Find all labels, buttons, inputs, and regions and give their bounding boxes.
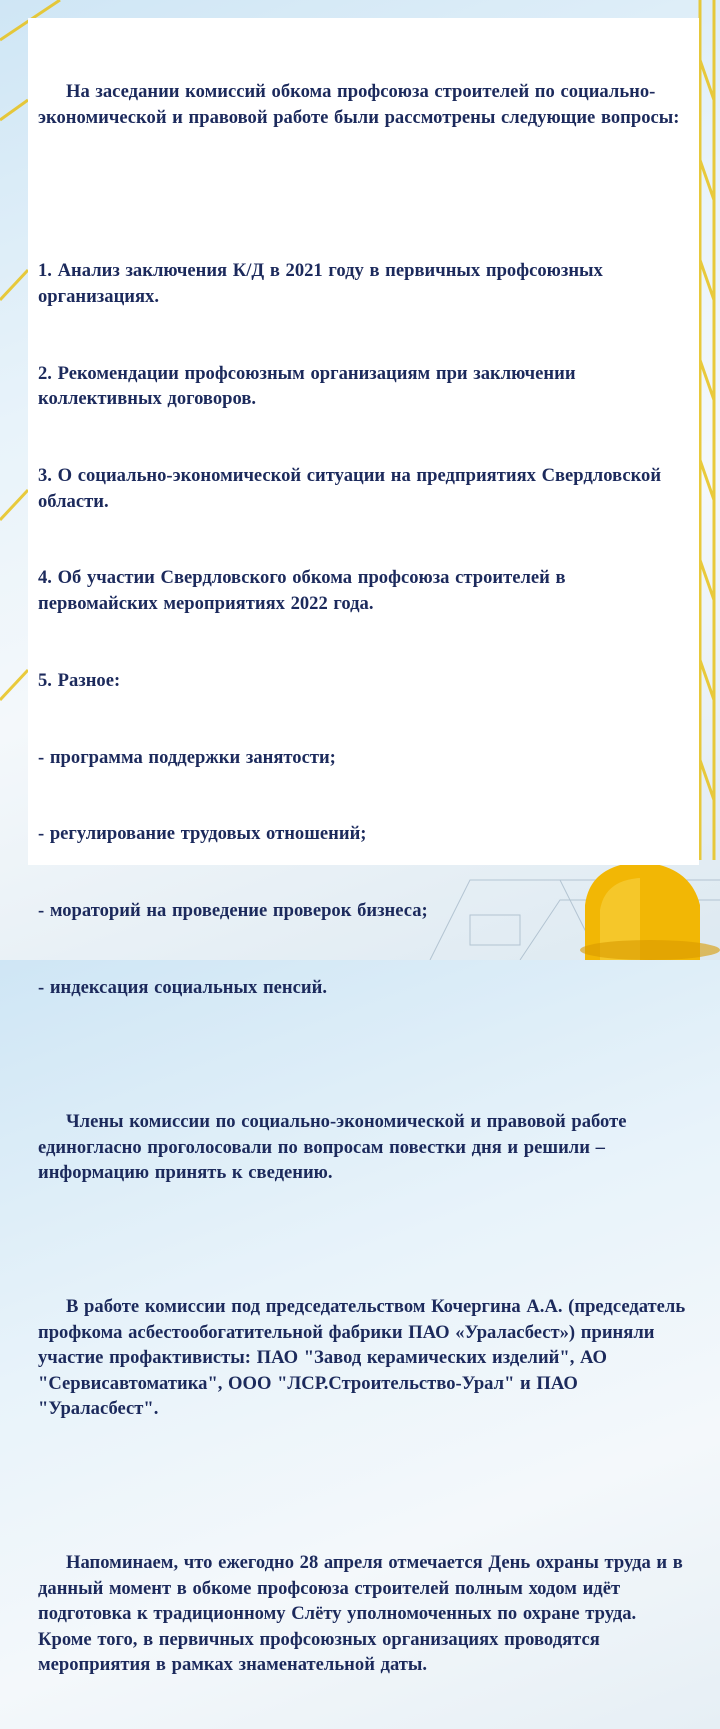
agenda-item: 3. О социально-экономической ситуации на предприятиях Свердловской области.: [38, 465, 667, 512]
reminder-paragraph: Напоминаем, что ежегодно 28 апреля отмечается День охраны труда и в данный момент в обкоме профсоюза строителей полным ходом идёт подготовка к традиционному Слёту уполномоченных по охране труда. Кроме того, в первичных профсоюзных организациях проводятся мероприятия в рамках знаменательной даты.: [38, 1552, 689, 1676]
agenda-item: 4. Об участии Свердловского обкома профсоюза строителей в первомайских мероприятиях 2022 года.: [38, 567, 572, 615]
agenda-item: 5. Разное:: [38, 669, 121, 691]
vote-paragraph: Члены комиссии по социально-экономической и правовой работе единогласно проголосовали по вопросам повестки дня и решили – информацию принять к сведению.: [38, 1110, 633, 1184]
agenda-subitem: - мораторий на проведение проверок бизнеса;: [38, 900, 428, 922]
document-text: [38, 28, 689, 1729]
participants-paragraph: В работе комиссии под председательством Кочергина А.А. (председатель профкома асбестообогатительной фабрики ПАО «Ураласбест») приняли участие профактивисты: ПАО "Завод керамических изделий", АО "Сервисавтоматика", ООО "ЛСР.Строительство-Урал" и ПАО "Ураласбест".: [38, 1296, 691, 1420]
document-panel: [28, 18, 699, 1676]
agenda-item: 2. Рекомендации профсоюзным организациям при заключении коллективных договоров.: [38, 362, 582, 410]
agenda-item: 1. Анализ заключения К/Д в 2021 году в первичных профсоюзных организациях.: [38, 260, 609, 307]
agenda-subitem: - программа поддержки занятости;: [38, 746, 336, 768]
intro-paragraph: На заседании комиссий обкома профсоюза строителей по социально-экономической и правовой работе были рассмотрены следующие вопросы:: [38, 81, 680, 128]
agenda-subitem: - регулирование трудовых отношений;: [38, 823, 367, 845]
agenda-subitem: - индексация социальных пенсий.: [38, 976, 327, 998]
